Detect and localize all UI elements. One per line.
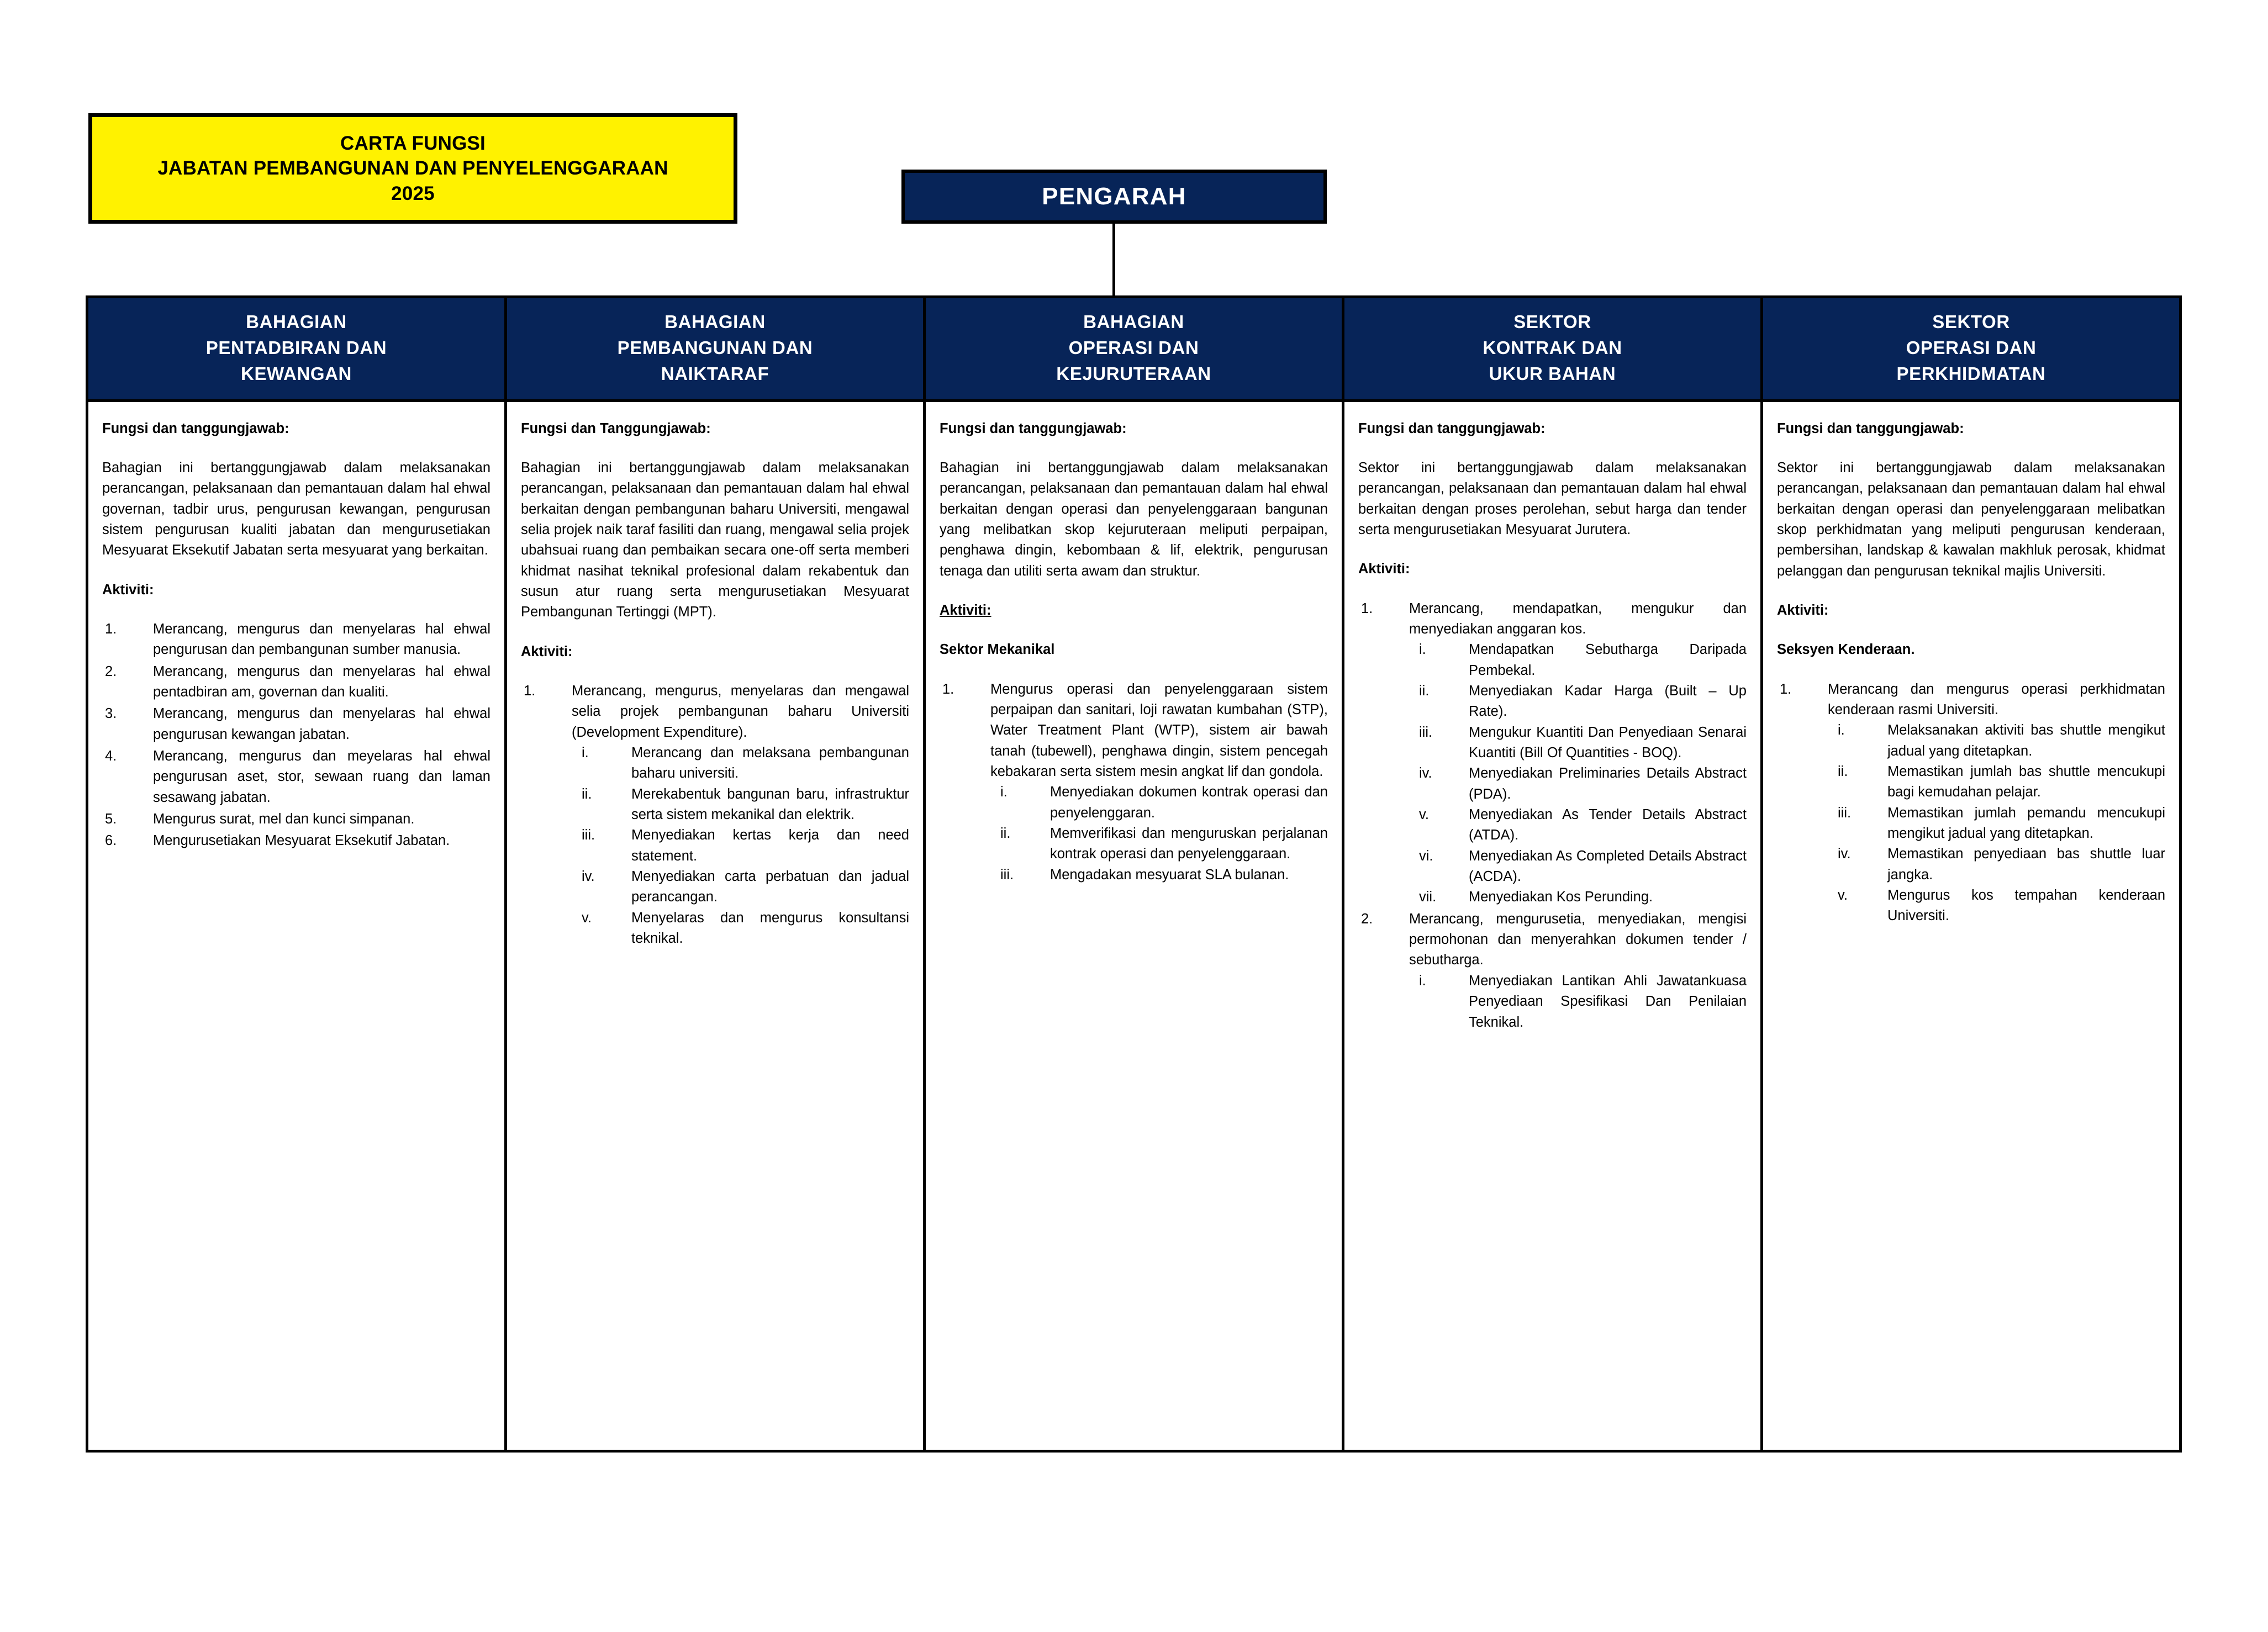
column-content [102,419,490,852]
column-content [940,419,1328,886]
activity-item [1358,909,1747,1033]
sub-activity-item [1409,681,1747,722]
column-header-bahagian-operasi-dan-kejuruteraan [925,297,1343,401]
functions-heading: Fungsi dan tanggungjawab: [1358,420,1546,436]
activities-heading: Aktiviti: [940,602,991,618]
column-header-line: KEWANGAN [241,363,352,384]
activity-item-text: Merancang, mengurusetia, menyediakan, mengisi permohonan dan menyerahkan dokumen tender / sebutharga. [1409,911,1747,968]
section-label: Sektor Mekanikal [940,642,1055,658]
column-header-bahagian-pembangunan-dan-naiktaraf [506,297,925,401]
sub-activity-item-text: Menyediakan kertas kerja dan need statement. [631,827,909,864]
sub-activity-item-marker: ii. [1000,826,1011,842]
org-connector-line [1112,224,1115,297]
sub-activity-item-marker: i. [1000,784,1008,800]
sub-activity-item-marker: ii. [1838,764,1848,780]
sub-activity-item-text: Mendapatkan Sebutharga Daripada Pembekal. [1469,642,1747,678]
sub-activity-item-text: Menyediakan Kos Perunding. [1469,889,1653,905]
chart-title-line-1: CARTA FUNGSI [340,132,486,154]
sub-activity-item-marker: iv. [1419,765,1432,781]
chart-title-line-2: JABATAN PEMBANGUNAN DAN PENYELENGGARAAN [157,157,668,179]
sub-activity-item [1409,887,1747,907]
column-header-line: BAHAGIAN [664,311,766,332]
sub-activity-item [1828,720,2165,762]
sub-activity-item-text: Menyediakan As Tender Details Abstract (ATDA). [1469,807,1747,843]
activity-item [1358,599,1747,908]
functions-heading: Fungsi dan tanggungjawab: [940,420,1127,436]
functions-heading: Fungsi dan Tanggungjawab: [521,420,711,436]
column-header-line: BAHAGIAN [1083,311,1184,332]
activity-item-marker: 2. [105,663,117,679]
column-header-line: BAHAGIAN [246,311,347,332]
functions-description: Bahagian ini bertanggungjawab dalam melaksanakan perancangan, pelaksanaan dan pemantauan dalam hal ehwal berkaitan dengan operasi dan penyelenggaraan bangunan yang melibatkan skop kejuruteraan meliputi perpaipan, penghawa dingin, kebombaan & lif, elektrik, pengurusan tenaga dan utiliti serta awam dan struktur. [940,460,1328,579]
activity-item-text: Mengurus surat, mel dan kunci simpanan. [153,811,415,827]
sub-activity-item [572,825,909,867]
activity-item-marker: 1. [524,683,536,699]
activity-item [940,679,1328,885]
sub-activity-item-text: Mengadakan mesyuarat SLA bulanan. [1050,867,1289,883]
activity-item-text: Merancang, mengurus dan menyelaras hal ehwal pengurusan kewangan jabatan. [153,706,490,742]
column-body-bahagian-operasi-dan-kejuruteraan [925,400,1343,1451]
sub-activity-list [572,743,909,949]
sub-activity-item [572,867,909,908]
activity-item-text: Merancang dan mengurus operasi perkhidmatan kenderaan rasmi Universiti. [1828,681,2165,718]
sub-activity-item-text: Merekabentuk bangunan baru, infrastruktur serta sistem mekanikal dan elektrik. [631,786,909,823]
functions-description: Bahagian ini bertanggungjawab dalam melaksanakan perancangan, pelaksanaan dan pemantauan dalam hal ehwal governan, tadbir urus, pengurusan kewangan, pengurusan sistem pengurusan kualiti jabatan dan mengurusetiakan Mesyuarat Eksekutif Jabatan serta mesyuarat yang berkaitan. [102,460,490,558]
sub-activity-item-marker: vii. [1419,889,1437,905]
column-header-sektor-kontrak-dan-ukur-bahan [1343,297,1762,401]
sub-activity-item-marker: i. [1419,642,1426,658]
column-body-sektor-operasi-dan-perkhidmatan [1762,400,2181,1451]
column-content [1777,419,2165,927]
sub-activity-list [1409,640,1747,907]
sub-activity-item [990,782,1328,823]
activity-item [521,681,909,949]
column-body-sektor-kontrak-dan-ukur-bahan [1343,400,1762,1451]
table-header-row [87,297,2181,401]
activity-list [521,681,909,949]
activity-item-marker: 4. [105,748,117,764]
column-header-line: NAIKTARAF [661,363,769,384]
column-header-line: SEKTOR [1513,311,1591,332]
sub-activity-item [1409,640,1747,681]
sub-activity-item-marker: i. [1419,973,1426,989]
activity-list [940,679,1328,885]
activities-heading: Aktiviti: [102,582,154,598]
org-node-pengarah-label: PENGARAH [1042,183,1186,210]
activity-list [1358,599,1747,1033]
sub-activity-item-marker: i. [582,745,589,761]
sub-activity-item-marker: ii. [1419,683,1430,699]
activity-item-marker: 5. [105,811,117,827]
column-header-line: KONTRAK DAN [1483,337,1622,358]
column-header-line: PERKHIDMATAN [1896,363,2046,384]
sub-activity-list [1409,971,1747,1033]
column-content [521,419,909,949]
activity-item-marker: 2. [1361,911,1373,927]
chart-title-box [88,113,737,224]
activity-item-text: Merancang, mengurus dan menyelaras hal ehwal pentadbiran am, governan dan kualiti. [153,663,490,700]
sub-activity-item-marker: v. [1838,888,1848,904]
activities-heading: Aktiviti: [1777,602,1829,618]
activity-item-text: Mengurus operasi dan penyelenggaraan sistem perpaipan dan sanitari, loji rawatan kumbahan (STP), Water Treatment Plant (WTP), sistem air bawah tanah (tubewell), penghawa dingin, sistem pencegah kebakaran serta sistem mesin angkat lif dan gondola. [990,681,1328,780]
functions-description: Bahagian ini bertanggungjawab dalam melaksanakan perancangan, pelaksanaan dan pemantauan dalam hal ehwal berkaitan dengan pembangunan baharu Universiti, mengawal selia projek naik taraf fasiliti dan ruang, mengawal selia projek ubahsuai ruang dan pembaikan secara one-off serta memberi khidmat nasihat teknikal profesional dalam rekabentuk dan susun atur ruang serta mengurusetiakan Mesyuarat Pembangunan Tertinggi (MPT). [521,460,909,620]
column-content [1358,419,1747,1033]
functions-heading: Fungsi dan tanggungjawab: [102,420,289,436]
activity-item [1777,679,2165,927]
sub-activity-item-text: Memastikan penyediaan bas shuttle luar jangka. [1887,846,2165,883]
sub-activity-item-text: Menyediakan dokumen kontrak operasi dan penyelenggaran. [1050,784,1328,821]
activity-item-text: Merancang, mengurus dan meyelaras hal ehwal pengurusan aset, stor, sewaan ruang dan laman sesawang jabatan. [153,748,490,805]
sub-activity-item-text: Melaksanakan aktiviti bas shuttle mengikut jadual yang ditetapkan. [1887,722,2165,759]
sub-activity-item [1409,846,1747,888]
column-header-line: PEMBANGUNAN DAN [617,337,813,358]
sub-activity-item [990,823,1328,865]
sub-activity-item [1828,844,2165,885]
activity-item [102,809,490,830]
sub-activity-item [1409,971,1747,1033]
table-body-row [87,400,2181,1451]
sub-activity-item [572,908,909,949]
activity-item-marker: 1. [1361,600,1373,616]
sub-activity-item-text: Memastikan jumlah bas shuttle mencukupi bagi kemudahan pelajar. [1887,764,2165,800]
sub-activity-item [1828,803,2165,844]
column-header-line: PENTADBIRAN DAN [205,337,387,358]
sub-activity-item-text: Menyediakan Preliminaries Details Abstract (PDA). [1469,765,1747,802]
sub-activity-item [572,784,909,826]
sub-activity-item [1409,763,1747,805]
sub-activity-list [990,782,1328,885]
sub-activity-item-marker: iii. [1419,724,1433,740]
sub-activity-item-marker: iii. [1000,867,1014,883]
sub-activity-item-text: Menyelaras dan mengurus konsultansi teknikal. [631,910,909,947]
org-chart-table [86,295,2182,1453]
functions-description: Sektor ini bertanggungjawab dalam melaksanakan perancangan, pelaksanaan dan pemantauan dalam hal ehwal berkaitan dengan operasi dan penyelenggaraan melibatkan skop perkhidmatan yang meliputi pengurusan kenderaan, pembersihan, landskap & kawalan makhluk perosak, khidmat pelanggan dan pengurusan teknikal majlis Universiti. [1777,460,2165,579]
activity-item-marker: 1. [1780,681,1792,697]
activity-item-text: Merancang, mengurus, menyelaras dan mengawal selia projek pembangunan baharu Universiti (Development Expenditure). [572,683,909,740]
sub-activity-item [1828,762,2165,803]
sub-activity-item-text: Merancang dan melaksana pembangunan baharu universiti. [631,745,909,781]
column-header-line: KEJURUTERAAN [1056,363,1211,384]
activities-heading: Aktiviti: [521,643,573,659]
sub-activity-item-marker: i. [1838,722,1845,738]
column-header-line: OPERASI DAN [1068,337,1199,358]
functions-description: Sektor ini bertanggungjawab dalam melaksanakan perancangan, pelaksanaan dan pemantauan dalam hal ehwal berkaitan dengan proses perolehan, sebut harga dan tender serta mengurusetiakan Mesyuarat Jurutera. [1358,460,1747,537]
sub-activity-item-marker: iv. [582,869,595,885]
sub-activity-item-marker: iii. [1838,805,1852,821]
activity-item-marker: 6. [105,833,117,849]
sub-activity-item-text: Mengurus kos tempahan kenderaan Universiti. [1887,888,2165,924]
functions-heading: Fungsi dan tanggungjawab: [1777,420,1964,436]
column-header-sektor-operasi-dan-perkhidmatan [1762,297,2181,401]
activity-item [102,704,490,745]
sub-activity-item-text: Memastikan jumlah pemandu mencukupi mengikut jadual yang ditetapkan. [1887,805,2165,842]
activity-item-text: Merancang, mendapatkan, mengukur dan menyediakan anggaran kos. [1409,600,1747,637]
activities-heading: Aktiviti: [1358,561,1410,577]
sub-activity-item-text: Mengukur Kuantiti Dan Penyediaan Senarai Kuantiti (Bill Of Quantities - BOQ). [1469,724,1747,761]
activity-item-marker: 1. [105,621,117,637]
section-label: Seksyen Kenderaan. [1777,642,1915,658]
sub-activity-item-marker: iv. [1838,846,1851,862]
sub-activity-item [1828,885,2165,927]
sub-activity-item-text: Menyediakan carta perbatuan dan jadual perancangan. [631,869,909,905]
sub-activity-item [1409,722,1747,764]
sub-activity-item [990,865,1328,885]
activity-item [102,662,490,703]
sub-activity-item-text: Menyediakan Lantikan Ahli Jawatankuasa Penyediaan Spesifikasi Dan Penilaian Teknikal. [1469,973,1747,1030]
column-header-line: OPERASI DAN [1906,337,2037,358]
activity-list [1777,679,2165,927]
sub-activity-item-text: Memverifikasi dan menguruskan perjalanan kontrak operasi dan penyelenggaraan. [1050,826,1328,862]
sub-activity-list [1828,720,2165,926]
sub-activity-item-text: Menyediakan Kadar Harga (Built – Up Rate). [1469,683,1747,720]
sub-activity-item-marker: vi. [1419,848,1433,864]
activity-item-text: Merancang, mengurus dan menyelaras hal ehwal pengurusan dan pembangunan sumber manusia. [153,621,490,658]
activity-item [102,619,490,661]
chart-title-line-3: 2025 [391,182,435,204]
column-body-bahagian-pentadbiran-dan-kewangan [87,400,506,1451]
activity-item [102,746,490,808]
sub-activity-item [1409,805,1747,846]
column-header-line: UKUR BAHAN [1489,363,1616,384]
sub-activity-item-marker: iii. [582,827,595,843]
column-body-bahagian-pembangunan-dan-naiktaraf [506,400,925,1451]
sub-activity-item-text: Menyediakan As Completed Details Abstract (ACDA). [1469,848,1747,885]
sub-activity-item-marker: v. [582,910,592,926]
sub-activity-item-marker: v. [1419,807,1429,823]
activity-item [102,831,490,851]
column-header-line: SEKTOR [1932,311,2010,332]
sub-activity-item-marker: ii. [582,786,592,802]
org-node-pengarah [901,170,1327,224]
column-header-bahagian-pentadbiran-dan-kewangan [87,297,506,401]
activity-item-marker: 3. [105,706,117,722]
sub-activity-item [572,743,909,784]
activity-item-text: Mengurusetiakan Mesyuarat Eksekutif Jabatan. [153,833,450,849]
activity-item-marker: 1. [942,681,954,697]
activity-list [102,619,490,852]
